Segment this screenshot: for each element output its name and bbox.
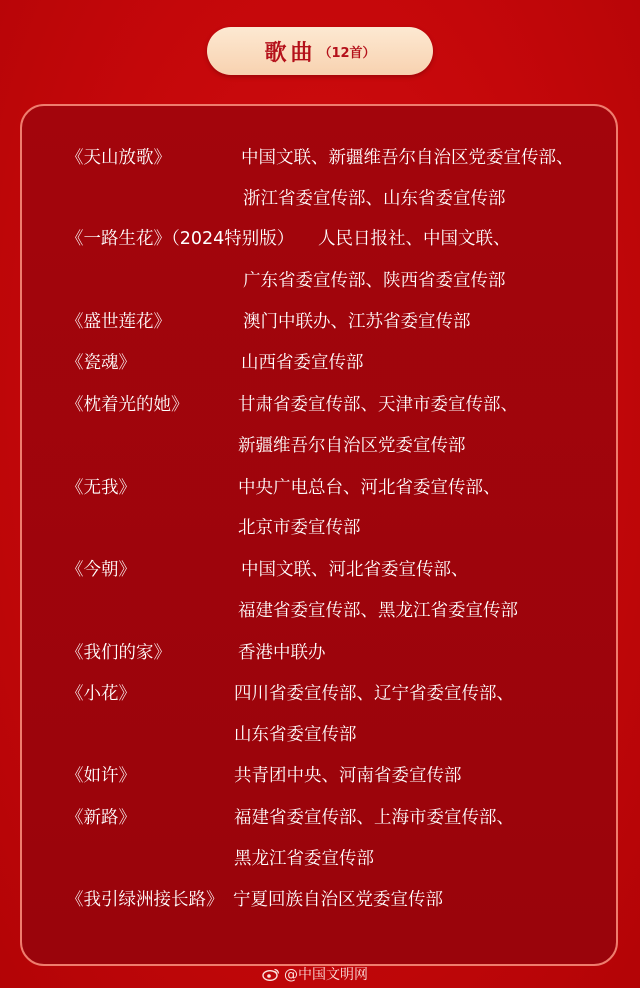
song-organizers: 北京市委宣传部 (238, 518, 361, 538)
song-organizers: 新疆维吾尔自治区党委宣传部 (238, 436, 466, 456)
song-organizers: 中国文联、河北省委宣传部、 (241, 560, 469, 580)
song-organizers: 广东省委宣传部、陕西省委宣传部 (243, 271, 506, 291)
weibo-icon (262, 967, 280, 981)
song-organizers: 福建省委宣传部、上海市委宣传部、 (234, 808, 514, 828)
source-watermark (262, 964, 368, 984)
song-organizers: 宁夏回族自治区党委宣传部 (233, 890, 443, 910)
song-title: 《小花》 (66, 684, 136, 704)
song-organizers: 中国文联、新疆维吾尔自治区党委宣传部、 (241, 148, 574, 168)
song-title: 《新路》 (66, 808, 136, 828)
song-organizers: 澳门中联办、江苏省委宣传部 (243, 312, 471, 332)
song-organizers: 中央广电总台、河北省委宣传部、 (238, 478, 501, 498)
song-organizers: 人民日报社、中国文联、 (318, 229, 511, 249)
song-organizers: 浙江省委宣传部、山东省委宣传部 (243, 189, 506, 209)
song-organizers: 香港中联办 (238, 643, 326, 663)
song-organizers: 福建省委宣传部、黑龙江省委宣传部 (238, 601, 518, 621)
song-organizers: 山西省委宣传部 (241, 353, 364, 373)
song-organizers: 共青团中央、河南省委宣传部 (234, 766, 462, 786)
song-title: 《盛世莲花》 (66, 312, 171, 332)
section-title: 歌曲 (264, 39, 317, 66)
song-count: （12首） (318, 45, 376, 61)
song-title: 《无我》 (66, 478, 136, 498)
song-title: 《如许》 (66, 766, 136, 786)
song-organizers: 山东省委宣传部 (234, 725, 357, 745)
watermark-text: @中国文明网 (284, 967, 368, 983)
song-title: 《今朝》 (66, 560, 136, 580)
song-organizers: 四川省委宣传部、辽宁省委宣传部、 (234, 684, 514, 704)
song-organizers: 黑龙江省委宣传部 (234, 849, 374, 869)
song-title: 《瓷魂》 (66, 353, 136, 373)
song-title: 《一路生花》（2024特别版） (66, 229, 295, 249)
song-title: 《天山放歌》 (66, 148, 171, 168)
song-title: 《我们的家》 (66, 643, 171, 663)
song-title: 《我引绿洲接长路》 (66, 890, 224, 910)
song-title: 《枕着光的她》 (66, 395, 189, 415)
song-organizers: 甘肃省委宣传部、天津市委宣传部、 (238, 395, 518, 415)
section-title-pill (207, 27, 433, 75)
